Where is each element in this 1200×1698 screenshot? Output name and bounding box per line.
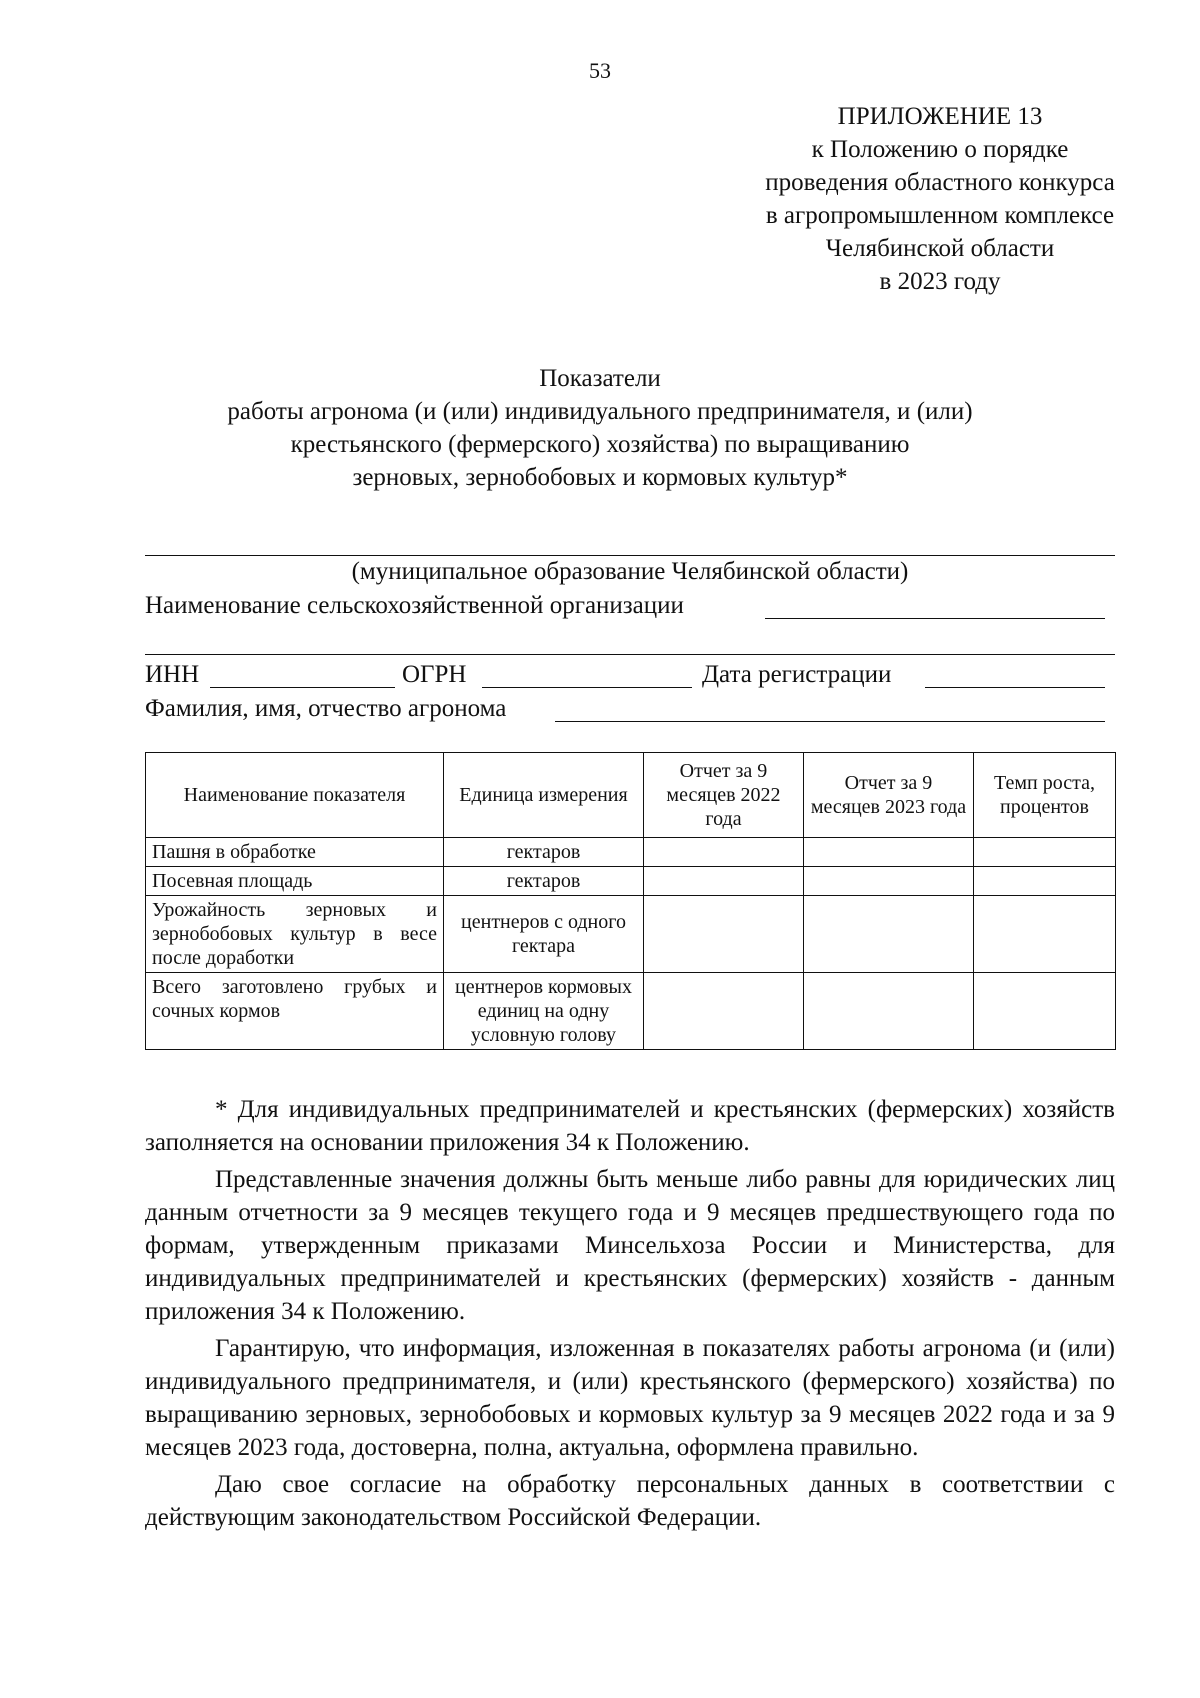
consent-paragraph: Даю свое согласие на обработку персональных данных в соответствии с действующим законодательством Российской Федерации. — [145, 1471, 1115, 1531]
reg-date-field-line[interactable] — [925, 687, 1105, 688]
municipality-caption: (муниципальное образование Челябинской области) — [351, 558, 909, 585]
appendix-line: проведения областного конкурса — [765, 169, 1115, 196]
note-paragraph: Представленные значения должны быть меньше либо равны для юридических лиц данным отчетности за 9 месяцев текущего года и 9 месяцев предшествующего года по формам, утвержденным приказами Минсельхоза России и Министерства, для индивидуальных предпринимателей и крестьянских (фермерских) хозяйств - данным приложения 34 к Положению. — [145, 1166, 1115, 1325]
indicator-name: Пашня в обработке — [146, 838, 444, 867]
document-title — [100, 362, 1100, 494]
appendix-line: к Положению о порядке — [811, 136, 1069, 163]
growth-rate-cell[interactable] — [974, 838, 1116, 867]
inn-field-line[interactable] — [210, 687, 395, 688]
header-growth-rate: Темп роста, процентов — [974, 753, 1116, 838]
document-title-line: крестьянского (фермерского) хозяйства) по выращиванию — [290, 431, 910, 458]
ogrn-label: ОГРН — [402, 661, 467, 688]
org-name-field-line[interactable] — [765, 618, 1105, 619]
appendix-line: в 2023 году — [879, 268, 1001, 295]
indicator-name: Всего заготовлено грубых и сочных кормов — [146, 973, 444, 1050]
appendix-block — [700, 100, 1180, 298]
growth-rate-cell[interactable] — [974, 867, 1116, 896]
notes-section — [145, 1093, 1115, 1538]
ogrn-field-line[interactable] — [482, 687, 692, 688]
agronomist-field-line[interactable] — [555, 721, 1105, 722]
indicator-name: Урожайность зерновых и зернобобовых культур в весе после доработки — [146, 896, 444, 973]
value-2023-cell[interactable] — [804, 838, 974, 867]
document-title-line: работы агронома (и (или) индивидуального предпринимателя, и (или) — [227, 398, 973, 425]
appendix-line: Челябинской области — [825, 235, 1055, 262]
org-name-label: Наименование сельскохозяйственной организации — [145, 592, 684, 619]
page-number: 53 — [589, 58, 611, 83]
header-unit: Единица измерения — [444, 753, 644, 838]
value-2023-cell[interactable] — [804, 867, 974, 896]
table-row — [146, 973, 1116, 1050]
value-2022-cell[interactable] — [644, 867, 804, 896]
document-title-line: зерновых, зернобобовых и кормовых культур* — [352, 464, 848, 491]
appendix-title: ПРИЛОЖЕНИЕ 13 — [837, 103, 1043, 130]
document-heading: Показатели — [539, 365, 661, 392]
value-2022-cell[interactable] — [644, 838, 804, 867]
inn-label: ИНН — [145, 661, 200, 688]
guarantee-paragraph: Гарантирую, что информация, изложенная в показателях работы агронома (и (или) индивидуального предпринимателя, и (или) крестьянского (фермерского) хозяйства) по выращиванию зерновых, зернобобовых и кормовых культур за 9 месяцев 2022 года и за 9 месяцев 2023 года, достоверна, полна, актуальна, оформлена правильно. — [145, 1335, 1115, 1461]
indicator-unit: центнеров кормовых единиц на одну условную голову — [444, 973, 644, 1050]
growth-rate-cell[interactable] — [974, 896, 1116, 973]
indicator-unit: центнеров с одного гектара — [444, 896, 644, 973]
reg-date-label: Дата регистрации — [702, 661, 892, 688]
table-row — [146, 838, 1116, 867]
table-row — [146, 867, 1116, 896]
indicator-unit: гектаров — [444, 867, 644, 896]
indicator-unit: гектаров — [444, 838, 644, 867]
value-2023-cell[interactable] — [804, 973, 974, 1050]
table-row — [146, 896, 1116, 973]
header-indicator-name: Наименование показателя — [146, 753, 444, 838]
indicators-table — [145, 752, 1116, 1050]
value-2022-cell[interactable] — [644, 973, 804, 1050]
org-name-field-line-2[interactable] — [145, 654, 1115, 655]
municipality-field-line[interactable] — [145, 555, 1115, 556]
table-header-row — [146, 753, 1116, 838]
indicator-name: Посевная площадь — [146, 867, 444, 896]
value-2022-cell[interactable] — [644, 896, 804, 973]
header-report-2022: Отчет за 9 месяцев 2022 года — [644, 753, 804, 838]
growth-rate-cell[interactable] — [974, 973, 1116, 1050]
appendix-line: в агропромышленном комплексе — [765, 202, 1115, 229]
footnote-paragraph: * Для индивидуальных предпринимателей и крестьянских (фермерских) хозяйств заполняется на основании приложения 34 к Положению. — [145, 1096, 1115, 1156]
header-report-2023: Отчет за 9 месяцев 2023 года — [804, 753, 974, 838]
value-2023-cell[interactable] — [804, 896, 974, 973]
agronomist-label: Фамилия, имя, отчество агронома — [145, 695, 507, 722]
